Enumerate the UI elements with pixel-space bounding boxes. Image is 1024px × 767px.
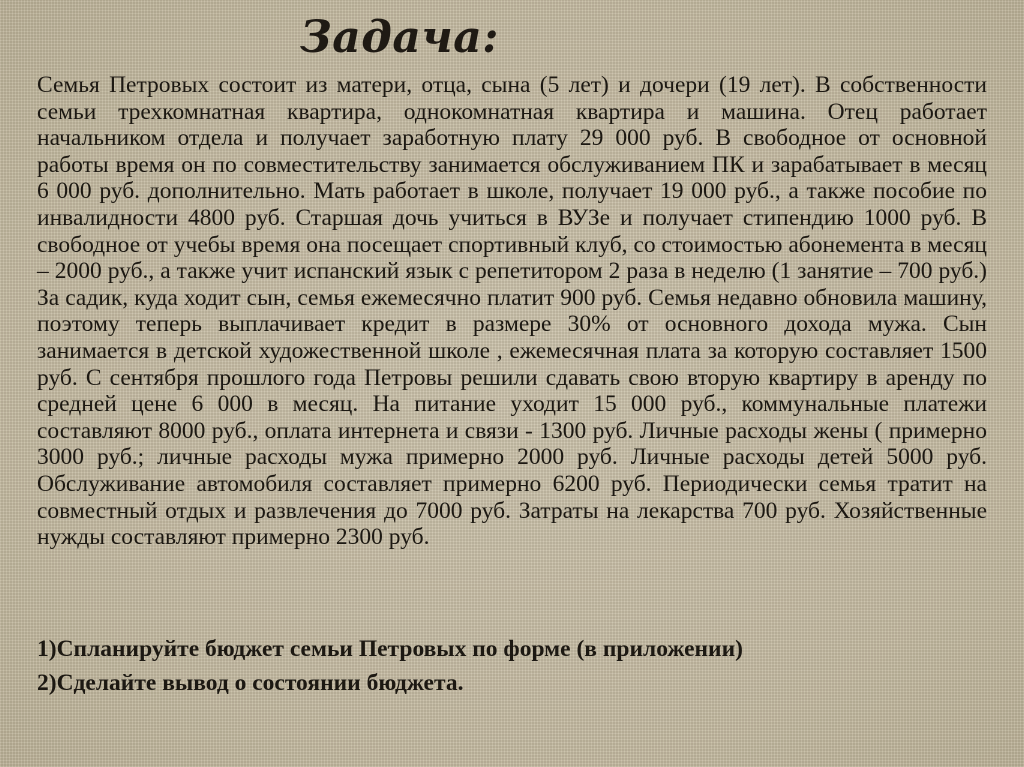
slide-title: Задача:	[300, 12, 500, 63]
task-item-2: 2)Сделайте вывод о состоянии бюджета.	[37, 670, 464, 696]
task-item-1: 1)Спланируйте бюджет семьи Петровых по форме (в приложении)	[37, 636, 743, 662]
task-description: Семья Петровых состоит из матери, отца, сына (5 лет) и дочери (19 лет). В собственности семьи трехкомнатная квартира, однокомнатная квартира и машина. Отец работает начальником отдела и получает заработную плату 29 000 руб. В свободное от основной работы время он по совместительству занимается обслуживанием ПК и зарабатывает в месяц 6 000 руб. дополнительно. Мать работает в школе, получает 19 000 руб., а также пособие по инвалидности 4800 руб. Старшая дочь учиться в ВУЗе и получает стипендию 1000 руб. В свободное от учебы время она посещает спортивный клуб, со стоимостью абонемента в месяц – 2000 руб., а также учит испанский язык с репетитором 2 раза в неделю (1 занятие – 700 руб.) За садик, куда ходит сын, семья ежемесячно платит 900 руб. Семья недавно обновила машину, поэтому теперь выплачивает кредит в размере 30% от основного дохода мужа. Сын занимается в детской художественной школе , ежемесячная плата за которую составляет 1500 руб. С сентября прошлого года Петровы решили сдавать свою вторую квартиру в аренду по средней цене 6 000 в месяц. На питание уходит 15 000 руб., коммунальные платежи составляют 8000 руб., оплата интернета и связи - 1300 руб. Личные расходы жены ( примерно 3000 руб.; личные расходы мужа примерно 2000 руб. Личные расходы детей 5000 руб. Обслуживание автомобиля составляет примерно 6200 руб. Периодически семья тратит на совместный отдых и развлечения до 7000 руб. Затраты на лекарства 700 руб. Хозяйственные нужды составляют примерно 2300 руб.	[37, 72, 987, 551]
